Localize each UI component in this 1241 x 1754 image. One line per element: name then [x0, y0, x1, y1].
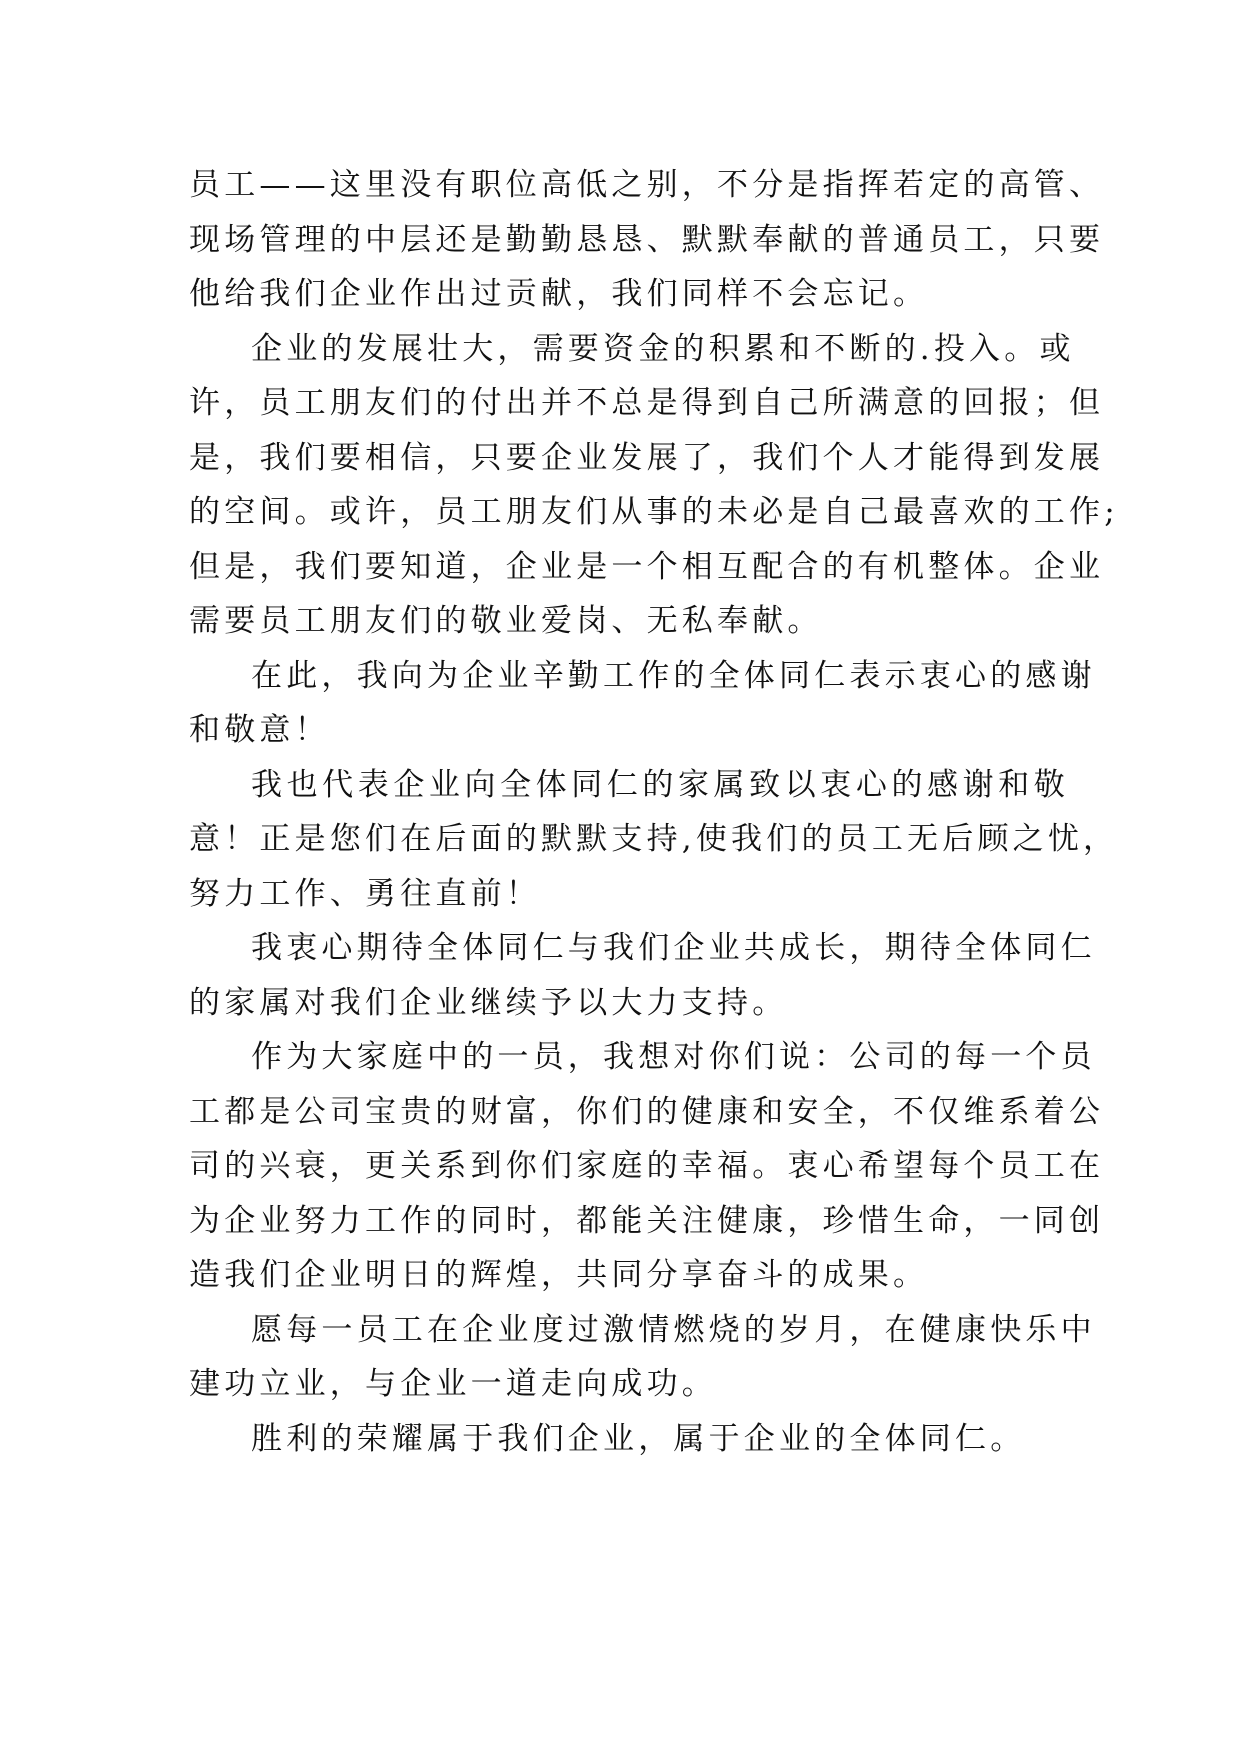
text-line: 愿每一员工在企业度过激情燃烧的岁月，在健康快乐中: [251, 1311, 1096, 1348]
text-line: 努力工作、勇往直前！: [189, 875, 541, 912]
text-line: 建功立业，与企业一道走向成功。: [189, 1366, 717, 1402]
paragraph: [189, 758, 1119, 922]
text-line: 意！正是您们在后面的默默支持,使我们的员工无后顾之忧，: [189, 821, 1119, 857]
text-line: 但是，我们要知道，企业是一个相互配合的有机整体。企业: [189, 548, 1105, 585]
text-line: 的空间。或许，员工朋友们从事的未必是自己最喜欢的工作;: [189, 494, 1119, 530]
text-line: 我衷心期待全体同仁与我们企业共成长，期待全体同仁: [251, 930, 1096, 966]
text-line: 需要员工朋友们的敬业爱岗、无私奉献。: [189, 603, 823, 639]
text-line: 胜利的荣耀属于我们企业，属于企业的全体同仁。: [251, 1420, 1026, 1457]
text-line: 是，我们要相信，只要企业发展了，我们个人才能得到发展: [189, 439, 1105, 476]
text-line: 企业的发展壮大，需要资金的积累和不断的.投入。或: [251, 330, 1075, 367]
paragraph: [189, 921, 1096, 1030]
paragraph: [189, 158, 1105, 322]
paragraph: [189, 322, 1119, 649]
text-line: 现场管理的中层还是勤勤恳恳、默默奉献的普通员工，只要: [189, 221, 1105, 258]
text-line: 我也代表企业向全体同仁的家属致以衷心的感谢和敬: [251, 766, 1069, 803]
paragraph: [189, 1030, 1105, 1303]
paragraph: [189, 1412, 1069, 1467]
text-line: 他给我们企业作出过贡献，我们同样不会忘记。: [189, 276, 929, 312]
text-line: 作为大家庭中的一员，我想对你们说：公司的每一个员: [251, 1039, 1096, 1075]
text-line: 的家属对我们企业继续予以大力支持。: [189, 984, 788, 1021]
text-line: 工都是公司宝贵的财富，你们的健康和安全，不仅维系着公: [189, 1093, 1105, 1130]
text-line: 和敬意！: [189, 712, 330, 748]
text-line: 司的兴衰，更关系到你们家庭的幸福。衷心希望每个员工在: [189, 1148, 1105, 1184]
document-body: [189, 158, 1119, 1466]
text-line: 许，员工朋友们的付出并不总是得到自己所满意的回报；但: [189, 385, 1105, 421]
text-line: 员工——这里没有职位高低之别，不分是指挥若定的高管、: [189, 167, 1105, 203]
text-line: 为企业努力工作的同时，都能关注健康，珍惜生命，一同创: [189, 1202, 1105, 1239]
text-line: 在此，我向为企业辛勤工作的全体同仁表示衷心的感谢: [251, 657, 1096, 694]
paragraph: [189, 649, 1096, 758]
text-line: 造我们企业明日的辉煌，共同分享奋斗的成果。: [189, 1257, 929, 1293]
paragraph: [189, 1303, 1096, 1412]
